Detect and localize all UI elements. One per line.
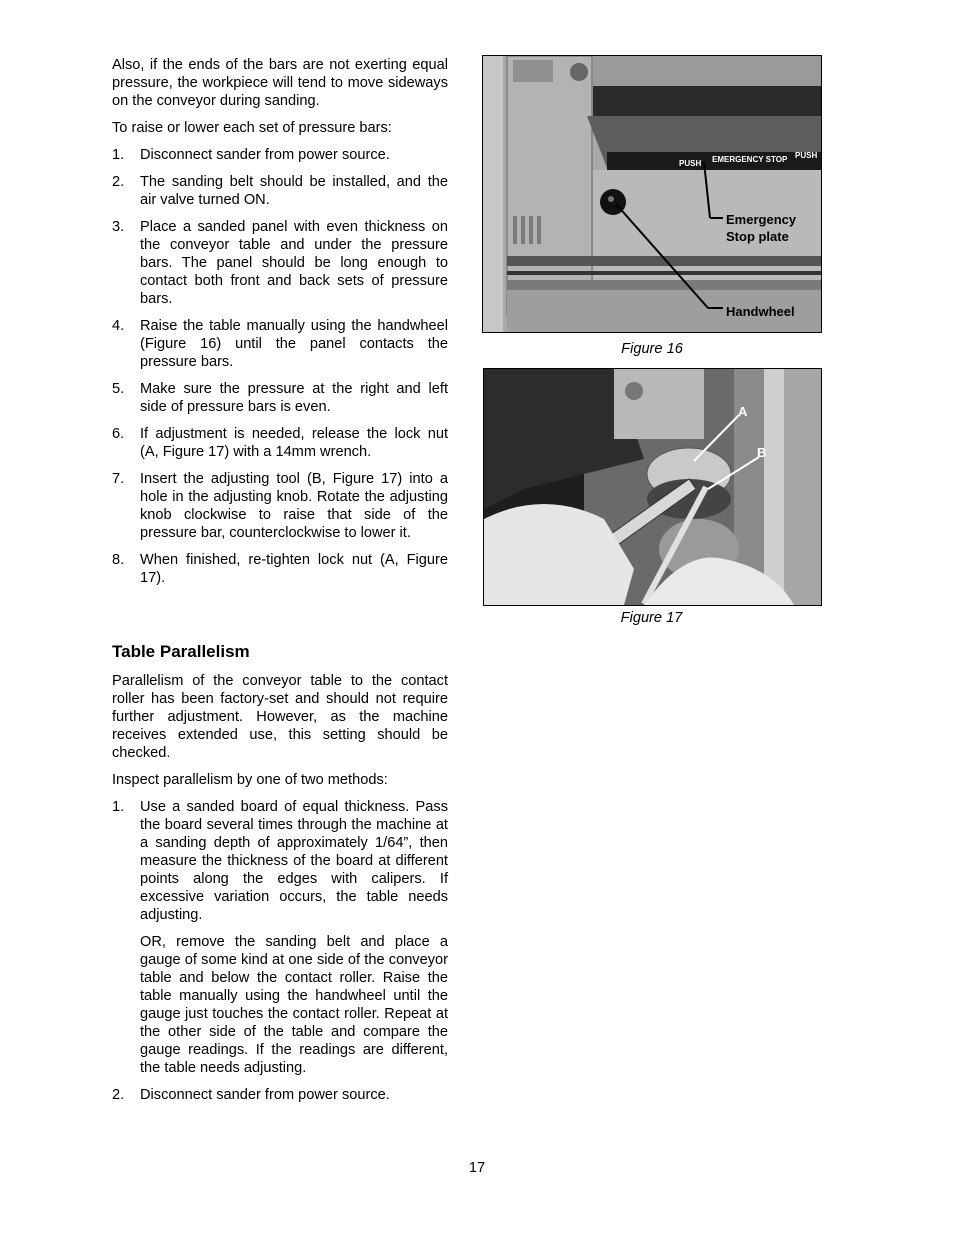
list-number: 5. <box>112 381 125 397</box>
list-text: Disconnect sander from power source. <box>140 147 390 163</box>
figure-17-photo <box>483 368 822 606</box>
list-text: Make sure the pressure at the right and left side of pressure bars is even. <box>140 381 448 415</box>
left-column <box>112 56 448 1113</box>
list-item <box>112 146 448 164</box>
list-number: 1. <box>112 147 125 163</box>
figure-16-caption: Figure 16 <box>621 341 683 357</box>
figure-17-caption: Figure 17 <box>620 610 683 626</box>
emergency-stop-label: EMERGENCY STOP <box>712 155 788 164</box>
section-heading: Table Parallelism <box>112 642 250 661</box>
list-text: When finished, re-tighten lock nut (A, Figure 17). <box>140 552 448 586</box>
page-number: 17 <box>468 1160 486 1176</box>
list-item <box>112 173 448 209</box>
list-number: 4. <box>112 318 125 334</box>
list-number: 1. <box>112 799 125 815</box>
intro-instruction: To raise or lower each set of pressure bars: <box>112 120 392 136</box>
push-label-left: PUSH <box>679 159 702 168</box>
list-text: Use a sanded board of equal thickness. Pass the board several times through the machine at a sanding depth of approximately 1/64”, then measure the thickness of the board at different points along the edges with calipers. If excessive variation occurs, the table needs adjusting. <box>140 799 448 923</box>
list-text: Disconnect sander from power source. <box>140 1087 390 1103</box>
list-item <box>112 470 448 542</box>
list-number: 8. <box>112 552 125 568</box>
list-item <box>112 317 448 371</box>
list-text: Raise the table manually using the handwheel (Figure 16) until the panel contacts the pressure bars. <box>140 318 448 370</box>
section-paragraph: Parallelism of the conveyor table to the contact roller has been factory-set and should not require further adjustment. However, as the machine receives extended use, this setting should be checked. <box>112 673 448 761</box>
list-text: Insert the adjusting tool (B, Figure 17) into a hole in the adjusting knob. Rotate the adjusting knob clockwise to raise that side of the pressure bar, counterclockwise to lower it. <box>140 471 448 541</box>
list-number: 7. <box>112 471 125 487</box>
list-item <box>112 380 448 416</box>
list-text: If adjustment is needed, release the lock nut (A, Figure 17) with a 14mm wrench. <box>140 426 448 460</box>
list-text: Place a sanded panel with even thickness on the conveyor table and under the pressure bars. The panel should be long enough to contact both front and back sets of pressure bars. <box>140 219 448 307</box>
alternative-method-text: OR, remove the sanding belt and place a gauge of some kind at one side of the conveyor table and below the contact roller. Raise the table manually using the handwheel until the gauge just touches the contact roller. Repeat at the other side of the table and compare the gauge readings. If the readings are different, the table needs adjusting. <box>140 934 448 1076</box>
list-number: 2. <box>112 174 125 190</box>
list-number: 3. <box>112 219 125 235</box>
section-instruction: Inspect parallelism by one of two methods: <box>112 772 388 788</box>
list-text: The sanding belt should be installed, and the air valve turned ON. <box>140 174 448 208</box>
intro-paragraph: Also, if the ends of the bars are not exerting equal pressure, the workpiece will tend to move sideways on the conveyor during sanding. <box>112 57 448 109</box>
callout-emergency-line2: Stop plate <box>726 229 789 244</box>
list-number: 6. <box>112 426 125 442</box>
callout-handwheel: Handwheel <box>726 304 795 319</box>
list-item <box>112 551 448 587</box>
list-item <box>112 218 448 308</box>
callout-b: B <box>757 445 767 460</box>
callout-emergency-line1: Emergency <box>726 212 797 227</box>
sander-machine-illustration <box>483 56 821 332</box>
list-item <box>112 425 448 461</box>
callout-a: A <box>738 404 748 419</box>
adjusting-tool-illustration <box>484 369 821 605</box>
figure-16-photo <box>482 55 822 333</box>
list-item <box>112 1086 448 1104</box>
list-number: 2. <box>112 1087 125 1103</box>
push-label-right: PUSH <box>795 151 818 160</box>
list-item <box>112 798 448 924</box>
